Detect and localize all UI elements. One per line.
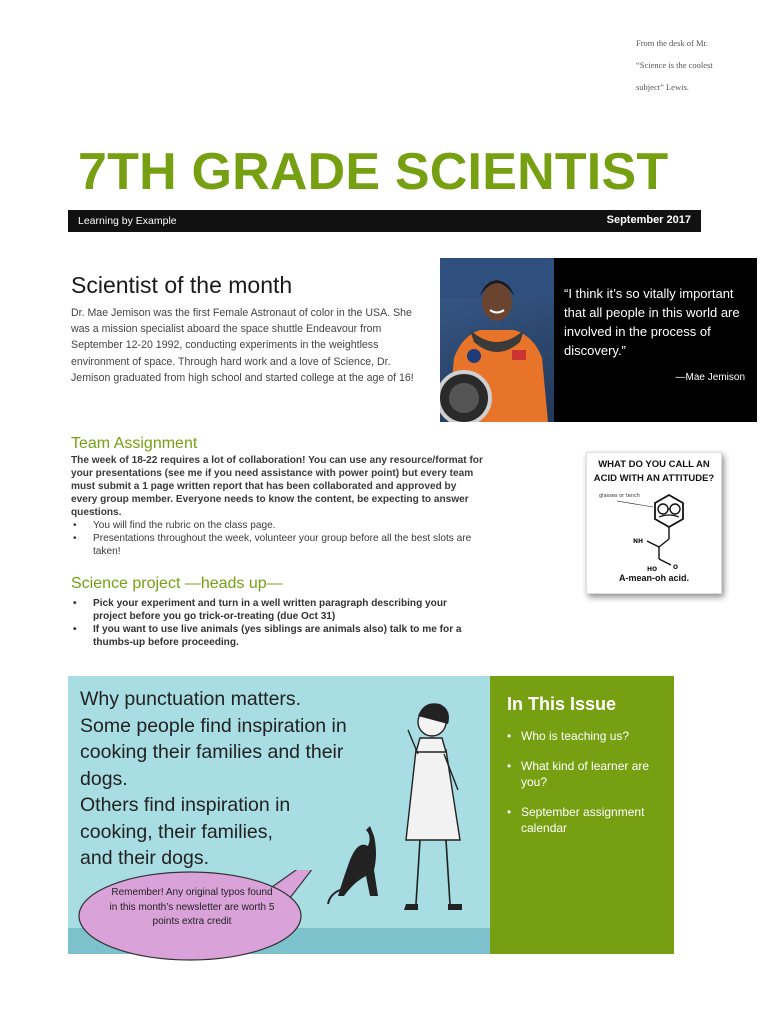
- ecard-line: cooking their families and their: [80, 741, 344, 763]
- desk-line: From the desk of Mr.: [636, 38, 709, 48]
- desk-line: “Science is the coolest: [636, 60, 713, 70]
- list-item: • Who is teaching us?: [507, 728, 667, 744]
- svg-text:HO: HO: [647, 566, 658, 573]
- ecard-line: Others find inspiration in: [80, 794, 291, 816]
- project-heading: Science project —heads up—: [71, 575, 283, 592]
- in-this-issue-panel: [490, 676, 674, 954]
- ecard-line: cooking, their families,: [80, 820, 273, 843]
- extra-credit-bubble: [78, 870, 304, 962]
- svg-text:O: O: [673, 564, 679, 571]
- ecard-line: Why punctuation matters.: [80, 688, 302, 710]
- astronaut-quote-image: [440, 258, 757, 422]
- project-section: [71, 597, 483, 649]
- desk-line: subject” Lewis.: [636, 82, 689, 92]
- list-item: • September assignment calendar: [507, 804, 667, 836]
- project-list: [71, 597, 483, 649]
- molecule-drawing: [587, 487, 721, 573]
- list-item: • Presentations throughout the week, volunteer your group before all the best slots are taken!: [71, 532, 483, 558]
- astronaut-photo: [440, 258, 554, 422]
- team-list: [71, 519, 483, 558]
- team-body: The week of 18-22 requires a lot of collaboration! You can use any resource/format for your presentations (see me if you need assistance with power point) but every team must submit a 1 page written report that has been collaborated and approved by every group member. Everyone needs to know the content, be expecting to answer questions.: [71, 455, 483, 518]
- molecule-label: glasses or tench: [599, 493, 640, 499]
- list-item: • Pick your experiment and turn in a well written paragraph describing your project before you go trick-or-treating (due Oct 31): [71, 597, 483, 623]
- issue-date: September 2017: [606, 214, 691, 226]
- scientist-body: Dr. Mae Jemison was the first Female Astronaut of color in the USA. She was a mission specialist aboard the space shuttle Endeavour from September 12-20 1992, conducting experiments in the weightless environment of space. Through hard work and a love of Science, Dr. Jemison graduated from high school and started college at the age of 16!: [71, 307, 414, 384]
- cartoon-question: WHAT DO YOU CALL AN ACID WITH AN ATTITUDE?: [593, 459, 715, 484]
- issue-list: [507, 728, 667, 850]
- quote-attribution: —Mae Jemison: [675, 372, 745, 383]
- girl-and-dog-illustration: [320, 690, 490, 930]
- issue-heading: In This Issue: [507, 694, 617, 714]
- ecard-line: dogs.: [80, 767, 128, 790]
- ecard-line: and their dogs.: [80, 847, 210, 869]
- svg-text:NH: NH: [633, 538, 644, 545]
- tagline: Learning by Example: [78, 215, 177, 227]
- list-item: • What kind of learner are you?: [507, 758, 667, 790]
- desk-note: [636, 32, 746, 98]
- amino-acid-cartoon: [586, 452, 722, 594]
- list-item: • If you want to use live animals (yes siblings are animals also) talk to me for a thumbs-up before proceeding.: [71, 623, 483, 649]
- quote-text: “I think it’s so vitally important that all people in this world are involved in the process of discovery.”: [564, 286, 740, 358]
- newsletter-title: 7TH GRADE SCIENTIST: [78, 143, 669, 201]
- list-item: • You will find the rubric on the class page.: [71, 519, 483, 532]
- scientist-heading: Scientist of the month: [71, 272, 293, 298]
- team-section: [71, 454, 483, 558]
- team-heading: Team Assignment: [71, 435, 198, 452]
- bubble-text: Remember! Any original typos found in this month’s newsletter are worth 5 points extra credit: [109, 887, 275, 927]
- ecard-line: Some people find inspiration in: [80, 714, 347, 737]
- header-bar: [68, 210, 701, 232]
- cartoon-caption: A-mean-oh acid.: [618, 573, 689, 583]
